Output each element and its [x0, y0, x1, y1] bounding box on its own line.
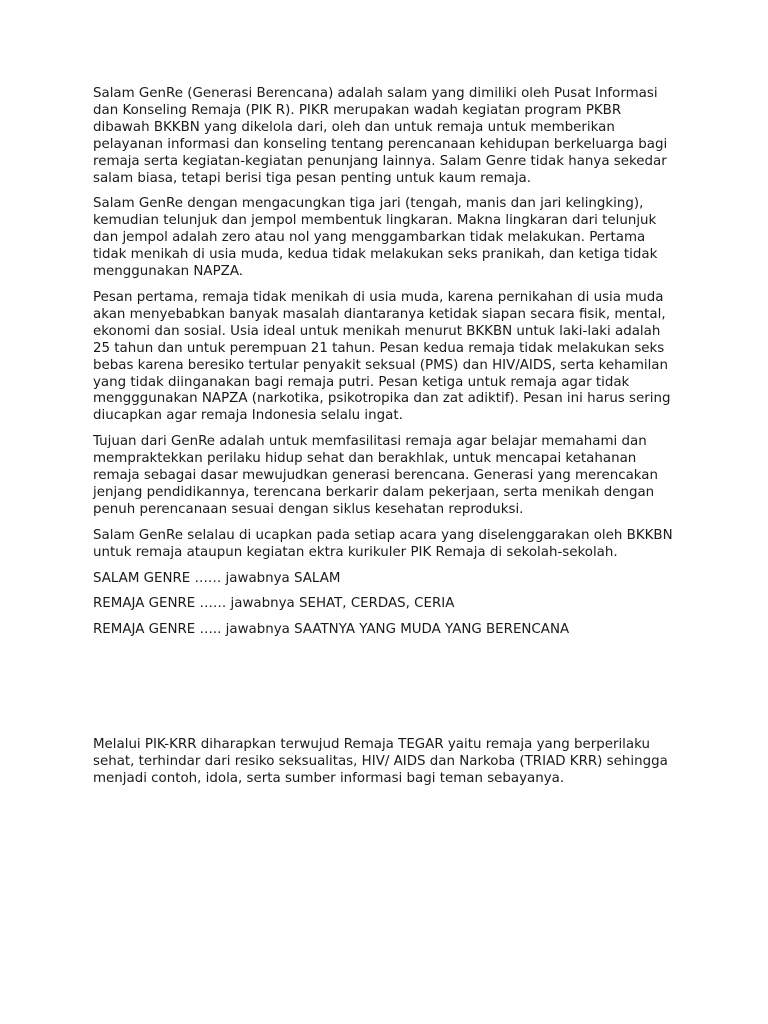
call-response-salam-genre: SALAM GENRE …… jawabnya SALAM — [93, 570, 341, 586]
paragraph-remaja-tegar: Melalui PIK-KRR diharapkan terwujud Remaja TEGAR yaitu remaja yang berperilaku sehat, terhindar dari resiko seksualitas, HIV/ AIDS dan Narkoba (TRIAD KRR) sehingga menjadi contoh, idola, serta sumber informasi bagi teman sebayanya. — [93, 737, 668, 787]
paragraph-salam-genre-intro: Salam GenRe (Generasi Berencana) adalah salam yang dimiliki oleh Pusat Informasi dan Konseling Remaja (PIK R). PIKR merupakan wadah kegiatan program PKBR dibawah BKKBN yang dikelola dari, oleh dan untuk remaja untuk memberikan pelayanan informasi dan konseling tentang perencanaan kehidupan berkeluarga bagi remaja serta kegiatan-kegiatan penunjang lainnya. Salam Genre tidak hanya sekedar salam biasa, tetapi berisi tiga pesan penting untuk kaum remaja. — [93, 86, 668, 186]
blank-space — [93, 648, 675, 737]
document-body — [93, 86, 675, 797]
call-response-remaja-genre-1: REMAJA GENRE …… jawabnya SEHAT, CERDAS, CERIA — [93, 596, 455, 612]
call-response-remaja-genre-2: REMAJA GENRE ….. jawabnya SAATNYA YANG MUDA YANG BERENCANA — [93, 622, 570, 638]
paragraph-salam-genre-gesture: Salam GenRe dengan mengacungkan tiga jari (tengah, manis dan jari kelingking), kemudian telunjuk dan jempol membentuk lingkaran. Makna lingkaran dari telunjuk dan jempol adalah zero atau nol yang menggambarkan tidak melakukan. Pertama tidak menikah di usia muda, kedua tidak melakukan seks pranikah, dan ketiga tidak menggunakan NAPZA. — [93, 196, 658, 280]
paragraph-genre-purpose: Tujuan dari GenRe adalah untuk memfasilitasi remaja agar belajar memahami dan mempraktekkan perilaku hidup sehat dan berakhlak, untuk mencapai ketahanan remaja sebagai dasar mewujudkan generasi berencana. Generasi yang merencakan jenjang pendidikannya, terencana berkarir dalam pekerjaan, serta menikah dengan penuh perencanaan sesuai dengan siklus kesehatan reproduksi. — [93, 434, 658, 517]
paragraph-salam-usage: Salam GenRe selalau di ucapkan pada setiap acara yang diselenggarakan oleh BKKBN untuk remaja ataupun kegiatan ektra kurikuler PIK Remaja di sekolah-sekolah. — [93, 527, 673, 560]
paragraph-three-messages: Pesan pertama, remaja tidak menikah di usia muda, karena pernikahan di usia muda akan menyebabkan banyak masalah diantaranya ketidak siapan secara fisik, mental, ekonomi dan sosial. Usia ideal untuk menikah menurut BKKBN untuk laki-laki adalah 25 tahun dan untuk perempuan 21 tahun. Pesan kedua remaja tidak melakukan seks bebas karena beresiko tertular penyakit seksual (PMS) dan HIV/AIDS, serta kehamilan yang tidak diinganakan bagi remaja putri. Pesan ketiga untuk remaja agar tidak mengggunakan NAPZA (narkotika, psikotropika dan zat adiktif). Pesan ini harus sering diucapkan agar remaja Indonesia selalu ingat. — [93, 289, 671, 424]
